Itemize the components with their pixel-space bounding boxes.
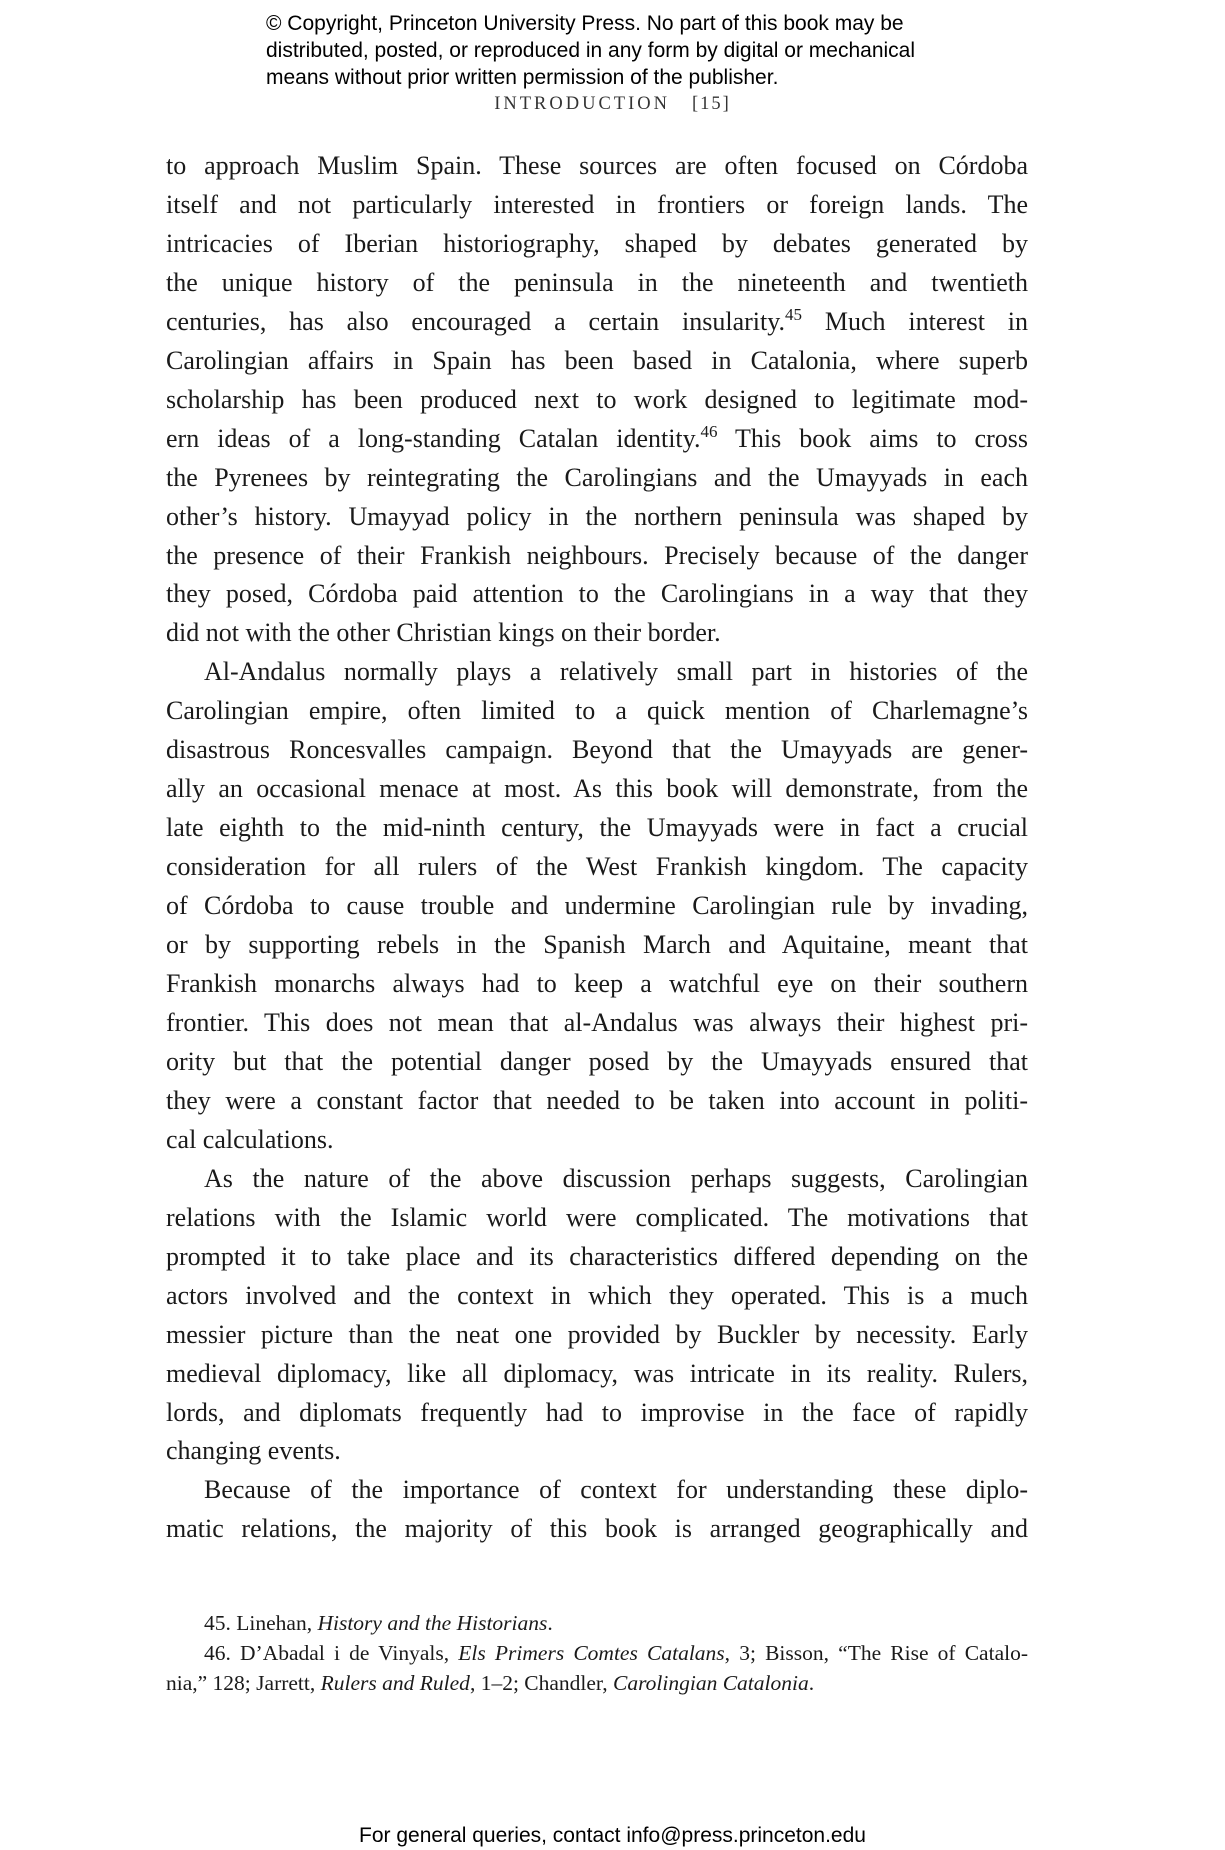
paragraph bbox=[166, 653, 1028, 1159]
text-line: or by supporting rebels in the Spanish March and Aquitaine, meant that bbox=[166, 930, 1028, 960]
paragraph bbox=[166, 1160, 1028, 1472]
body-text bbox=[166, 147, 1028, 1549]
text-line: they posed, Córdoba paid attention to the Carolingians in a way that they bbox=[166, 579, 1028, 609]
footnote-text: nia,” 128; Jarrett, bbox=[166, 1671, 316, 1695]
footnote-number: 45. bbox=[204, 1611, 231, 1635]
text-line: actors involved and the context in which they operated. This is a much bbox=[166, 1280, 1028, 1310]
text-line: cal calculations. bbox=[166, 1124, 334, 1154]
text-line: medieval diplomacy, like all diplomacy, was intricate in its reality. Rulers, bbox=[166, 1358, 1028, 1388]
text-line: intricacies of Iberian historiography, shaped by debates generated by bbox=[166, 228, 1028, 258]
copyright-notice bbox=[266, 10, 1026, 91]
paragraph bbox=[166, 147, 1028, 653]
text-line: ally an occasional menace at most. As this book will demonstrate, from the bbox=[166, 774, 1028, 804]
text-line: matic relations, the majority of this book is arranged geographically and bbox=[166, 1514, 1028, 1544]
text-line: messier picture than the neat one provided by Buckler by necessity. Early bbox=[166, 1319, 1028, 1349]
text-line: consideration for all rulers of the West Frankish kingdom. The capacity bbox=[166, 852, 1028, 882]
running-head-section: INTRODUCTION bbox=[494, 94, 670, 114]
text-line: did not with the other Christian kings on their border. bbox=[166, 618, 721, 648]
page-number: [15] bbox=[691, 94, 731, 114]
footnote-end: . bbox=[808, 1671, 815, 1695]
text-line: Carolingian empire, often limited to a quick mention of Charlemagne’s bbox=[166, 696, 1028, 726]
text-line: Carolingian affairs in Spain has been based in Catalonia, where superb bbox=[166, 345, 1028, 375]
text-line: prompted it to take place and its characteristics differed depending on the bbox=[166, 1241, 1028, 1271]
text-line: they were a constant factor that needed to be taken into account in politi- bbox=[166, 1085, 1028, 1115]
copyright-line: distributed, posted, or reproduced in any form by digital or mechanical bbox=[266, 39, 916, 62]
footnote-marker[interactable]: 45 bbox=[785, 304, 803, 324]
text-line: the unique history of the peninsula in the nineteenth and twentieth bbox=[166, 267, 1028, 297]
text-line: lords, and diplomats frequently had to improvise in the face of rapidly bbox=[166, 1397, 1028, 1427]
text-line: Frankish monarchs always had to keep a watchful eye on their southern bbox=[166, 969, 1028, 999]
text-line: frontier. This does not mean that al-Andalus was always their highest pri- bbox=[166, 1007, 1028, 1037]
footnote-author: Linehan, bbox=[236, 1611, 313, 1635]
footnote-title: Els Primers Comtes Catalans bbox=[458, 1641, 725, 1665]
footnote-45 bbox=[166, 1608, 1028, 1638]
footnotes bbox=[166, 1608, 1028, 1698]
running-head bbox=[0, 94, 1225, 115]
text-line: As the nature of the above discussion perhaps suggests, Carolingian bbox=[204, 1163, 1028, 1193]
footnote-title: Rulers and Ruled bbox=[320, 1671, 470, 1695]
footnote-number: 46. bbox=[204, 1641, 231, 1665]
text-line: itself and not particularly interested in frontiers or foreign lands. The bbox=[166, 189, 1028, 219]
footer-contact: For general queries, contact info@press.princeton.edu bbox=[359, 1824, 866, 1847]
text-line: the Pyrenees by reintegrating the Carolingians and the Umayyads in each bbox=[166, 462, 1028, 492]
text-run: Much interest in bbox=[802, 306, 1028, 336]
text-line: scholarship has been produced next to work designed to legitimate mod- bbox=[166, 384, 1028, 414]
footnote-title: History and the Historians bbox=[317, 1611, 548, 1635]
text-line bbox=[166, 420, 1028, 459]
text-line bbox=[166, 303, 1028, 342]
text-line: of Córdoba to cause trouble and undermine Carolingian rule by invading, bbox=[166, 891, 1028, 921]
paragraph bbox=[166, 1471, 1028, 1549]
text-line: Al-Andalus normally plays a relatively small part in histories of the bbox=[204, 657, 1028, 687]
footnote-marker[interactable]: 46 bbox=[700, 421, 718, 441]
footnote-text: , 1–2; Chandler, bbox=[469, 1671, 608, 1695]
footnote-title: Carolingian Catalonia bbox=[612, 1671, 809, 1695]
text-run: This book aims to cross bbox=[717, 423, 1028, 453]
copyright-line: means without prior written permission of the publisher. bbox=[266, 66, 779, 89]
copyright-line: © Copyright, Princeton University Press. No part of this book may be bbox=[266, 12, 904, 35]
text-line: Because of the importance of context for understanding these diplo- bbox=[204, 1475, 1028, 1505]
text-line: the presence of their Frankish neighbours. Precisely because of the danger bbox=[166, 540, 1028, 570]
footnote-46-line-2 bbox=[166, 1668, 1028, 1698]
footnote-text: D’Abadal i de Vinyals, bbox=[240, 1641, 450, 1665]
text-run: centuries, has also encouraged a certain insularity. bbox=[166, 306, 786, 336]
text-line: to approach Muslim Spain. These sources are often focused on Córdoba bbox=[166, 151, 1028, 180]
footnote-text: , 3; Bisson, “The Rise of Catalo- bbox=[724, 1641, 1028, 1665]
footnote-end: . bbox=[547, 1611, 553, 1635]
text-line: relations with the Islamic world were complicated. The motivations that bbox=[166, 1202, 1028, 1232]
text-line: late eighth to the mid-ninth century, the Umayyads were in fact a crucial bbox=[166, 813, 1028, 843]
text-line: disastrous Roncesvalles campaign. Beyond that the Umayyads are gener- bbox=[166, 735, 1028, 765]
footnote-46-line-1 bbox=[166, 1638, 1028, 1668]
text-line: ority but that the potential danger posed by the Umayyads ensured that bbox=[166, 1046, 1028, 1076]
text-line: other’s history. Umayyad policy in the northern peninsula was shaped by bbox=[166, 501, 1028, 531]
text-run: ern ideas of a long-standing Catalan identity. bbox=[166, 423, 701, 453]
text-line: changing events. bbox=[166, 1436, 341, 1466]
